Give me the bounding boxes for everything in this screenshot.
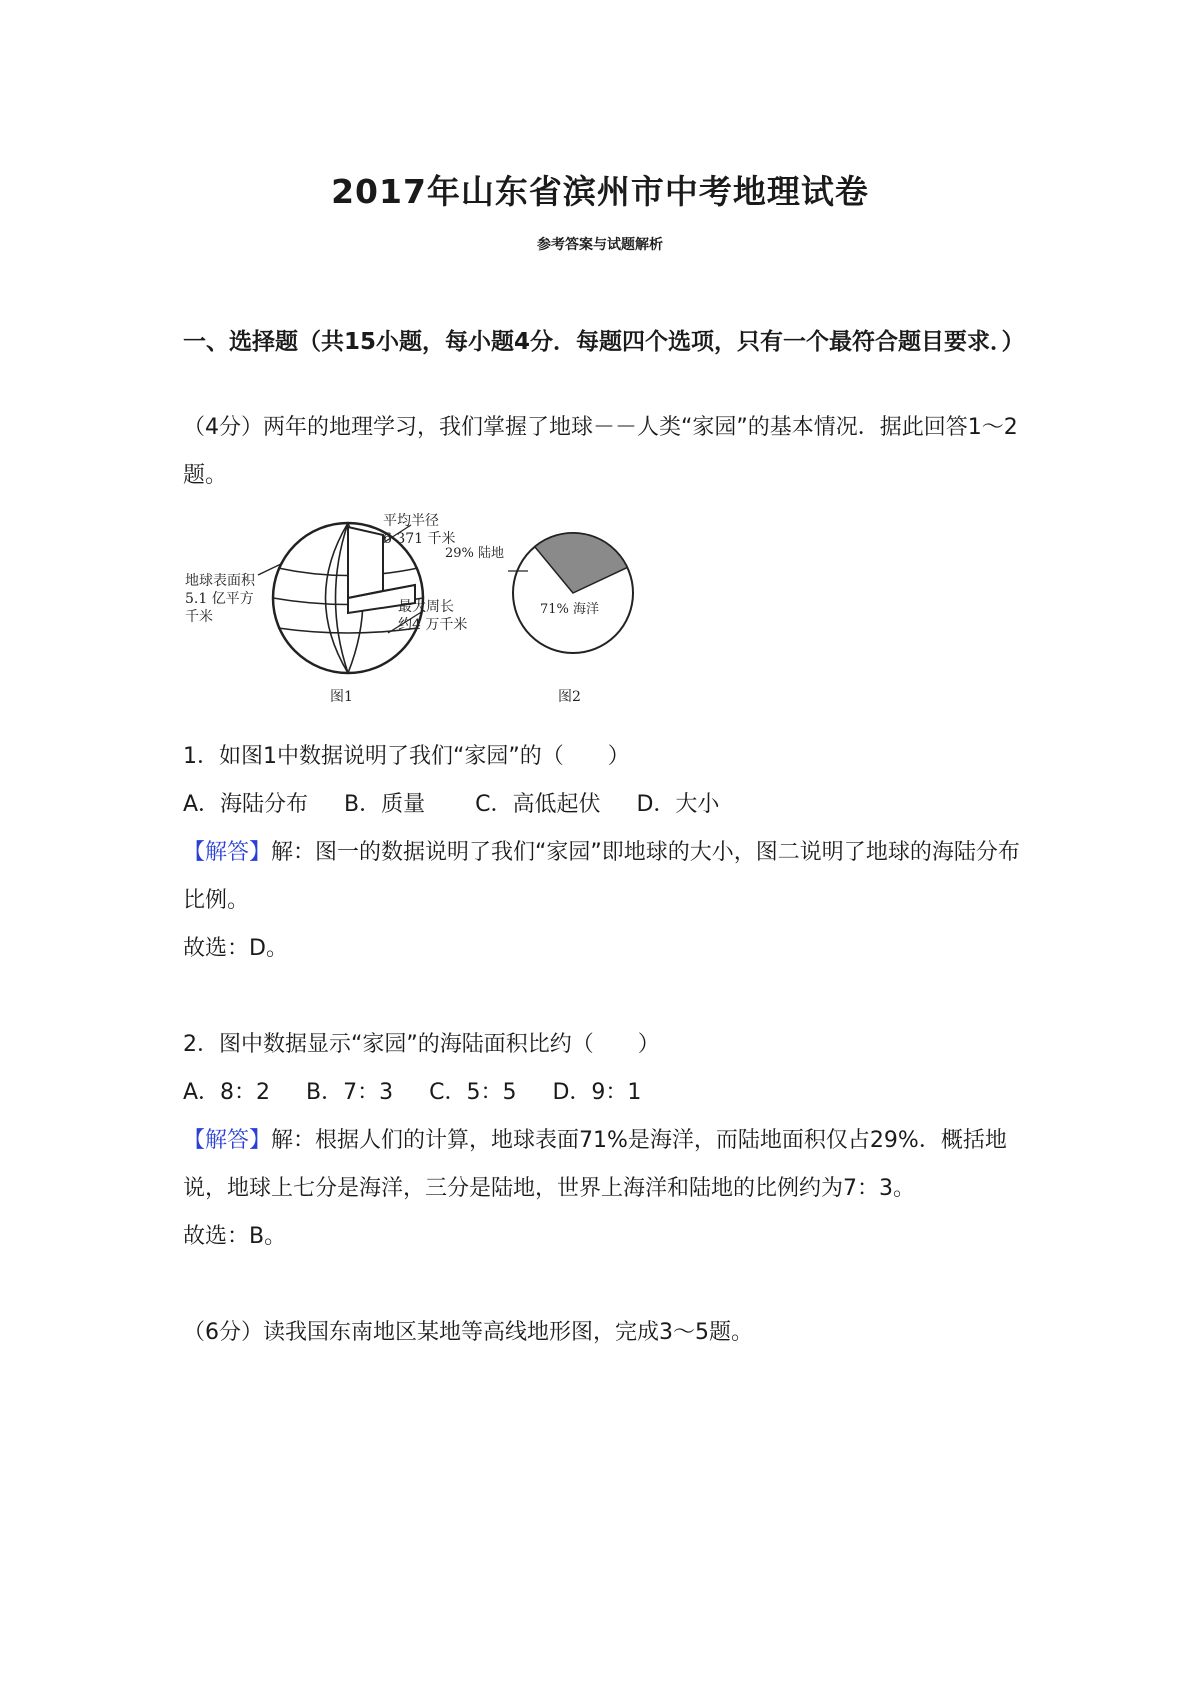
fig1-circumference-line2: 约4 万千米 [398, 617, 468, 633]
question-1-answer [183, 829, 1033, 925]
fig2-caption: 图2 [558, 689, 581, 705]
answer-text: 解：图一的数据说明了我们“家园”即地球的大小，图二说明了地球的海陆分布比例。 [183, 840, 1020, 913]
page-subtitle: 参考答案与试题解析 [537, 237, 663, 253]
question-1-choice: 故选：D。 [183, 936, 288, 961]
intro-paragraph-2: （6分）读我国东南地区某地等高线地形图，完成3～5题。 [183, 1320, 753, 1345]
question-1-stem: 1．如图1中数据说明了我们“家园”的（ ） [183, 744, 630, 769]
fig2-ocean-label: 71% 海洋 [540, 602, 600, 617]
section-heading: 一、选择题（共15小题，每小题4分．每题四个选项，只有一个最符合题目要求．） [183, 329, 1025, 355]
fig1-area-line3: 千米 [185, 609, 213, 625]
question-2-options: A．8：2 B．7：3 C．5：5 D．9：1 [183, 1080, 642, 1105]
page-title: 2017年山东省滨州市中考地理试卷 [331, 172, 869, 211]
fig1-caption: 图1 [330, 689, 353, 705]
question-2-answer [183, 1117, 1033, 1213]
question-1-options: A．海陆分布 B．质量 C．高低起伏 D．大小 [183, 792, 720, 817]
question-2-stem: 2．图中数据显示“家园”的海陆面积比约（ ） [183, 1032, 660, 1057]
fig1-radius-line1: 平均半径 [383, 513, 439, 529]
answer-tag: 【解答】 [183, 840, 272, 865]
answer-text: 解：根据人们的计算，地球表面71%是海洋，而陆地面积仅占29%．概括地说，地球上七分是海洋，三分是陆地，世界上海洋和陆地的比例约为7：3。 [183, 1128, 1007, 1201]
answer-tag: 【解答】 [183, 1128, 272, 1153]
fig1-circumference-line1: 最大周长 [398, 599, 454, 615]
fig2-land-label: 29% 陆地 [445, 546, 505, 561]
fig1-area-line2: 5.1 亿平方 [185, 591, 254, 607]
fig1-radius-line2: 6 371 千米 [383, 531, 456, 547]
earth-figure [183, 513, 653, 713]
question-2-choice: 故选：B。 [183, 1224, 287, 1249]
intro-paragraph-1: （4分）两年的地理学习，我们掌握了地球－－人类“家园”的基本情况．据此回答1～2题。 [183, 415, 1018, 488]
fig1-area-line1: 地球表面积 [185, 573, 255, 589]
land-ocean-pie [513, 533, 633, 653]
